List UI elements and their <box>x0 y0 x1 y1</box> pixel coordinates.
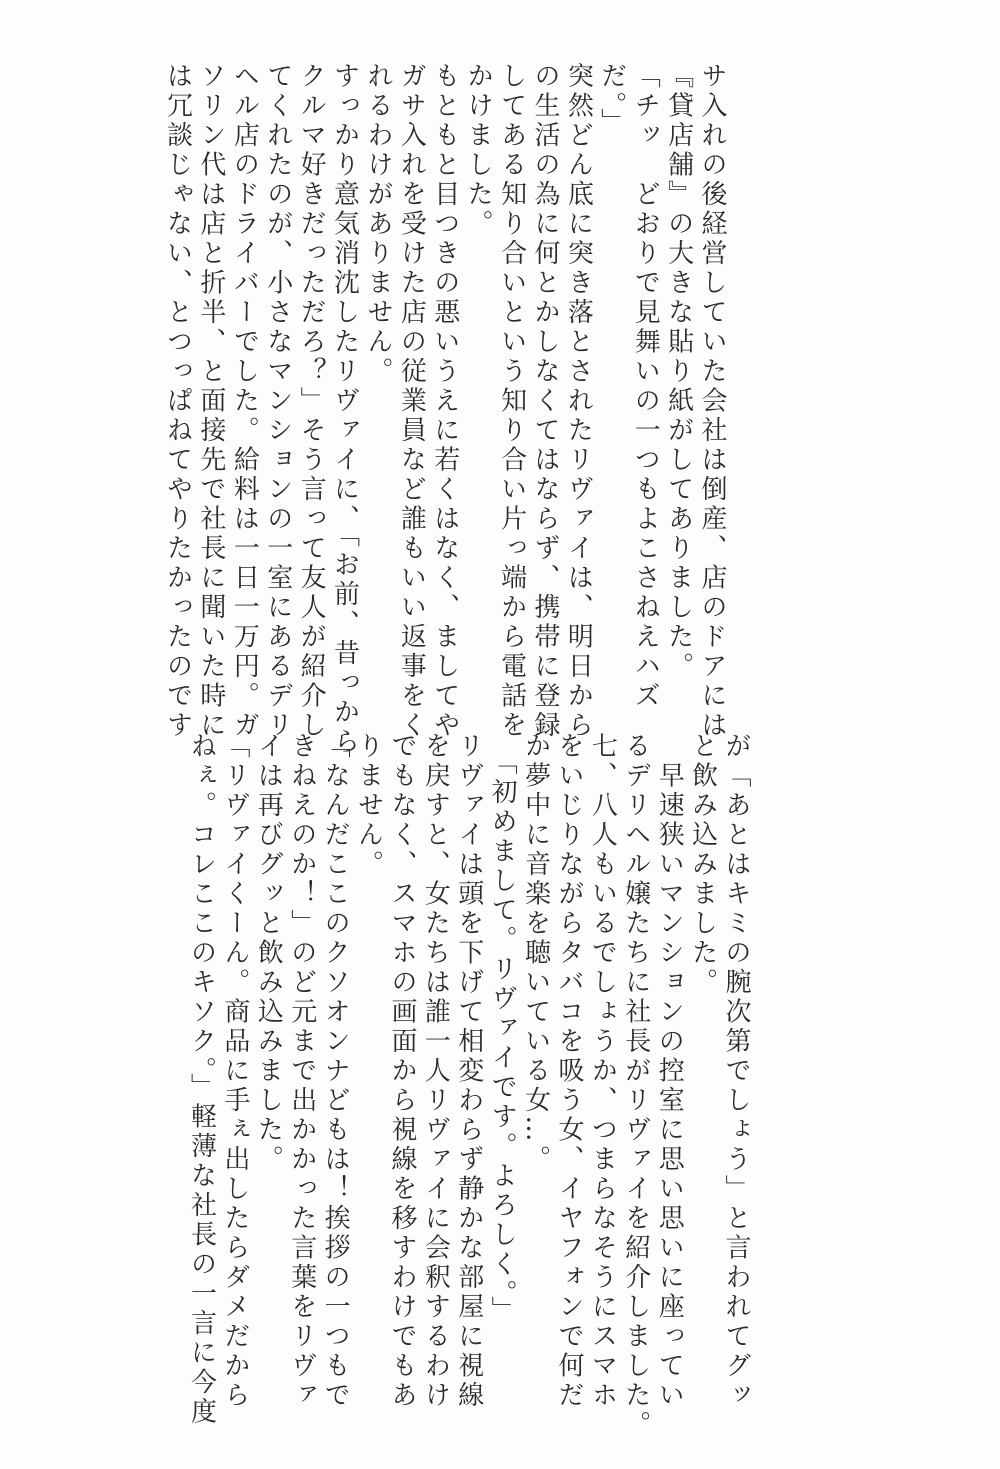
text-line: イは再びグッと飲み込みました。 <box>253 732 284 1175</box>
text-line: か夢中に音楽を聴いている女…。 <box>520 732 551 1175</box>
text-line: ガサ入れを受けた店の従業員など誰もいい返事をく <box>396 62 427 741</box>
text-line: と飲み込みました。 <box>687 732 718 998</box>
text-line: 早速狭いマンションの控室に思い思いに座ってい <box>654 732 685 1411</box>
text-line: 「チッ どおりで見舞いの一つもよこさねえハズ <box>630 62 661 711</box>
text-line: サ入れの後経営していた会社は倒産、店のドアには <box>697 62 727 741</box>
text-line: かけました。 <box>463 62 494 239</box>
upper-text-block <box>160 62 728 757</box>
text-line: ソリン代は店と折半、と面接先で社長に聞いた時に <box>195 62 226 741</box>
text-line: は冗談じゃない、とつっぱねてやりたかったのです <box>162 62 193 741</box>
text-line: ヘル店のドライバーでした。給料は一日一万円。ガ <box>229 62 260 741</box>
text-line: が「あとはキミの腕次第でしょう」と言われてグッ <box>721 732 751 1411</box>
text-line: してある知り合いという知り合い片っ端から電話を <box>496 62 527 741</box>
text-line: をいじりながらタバコを吸う女、イヤフォンで何だ <box>553 732 584 1411</box>
text-line: でもなく、スマホの画面から視線を移すわけでもあ <box>386 732 417 1411</box>
text-line: 七、八人もいるでしょうか、つまらなそうにスマホ <box>587 732 618 1411</box>
text-line: りません。 <box>353 732 384 880</box>
text-line: きねえのか！」のど元まで出かかった言葉をリヴァ <box>286 732 317 1411</box>
text-line: 「なんだここのクソオンナどもは！挨拶の一つもで <box>320 732 351 1411</box>
text-line: の生活の為に何とかしなくてはならず、携帯に登録 <box>529 62 560 741</box>
text-line: るデリヘル嬢たちに社長がリヴァイを紹介しました。 <box>620 732 651 1440</box>
text-line: だ。」 <box>596 62 627 138</box>
lower-text-block <box>184 732 752 1440</box>
text-line: リヴァイは頭を下げて相変わらず静かな部屋に視線 <box>453 732 484 1411</box>
text-line: 突然どん底に突き落とされたリヴァイは、明日から <box>563 62 594 741</box>
text-line: 「リヴァイくーん。商品に手ぇ出したらダメだから <box>219 732 250 1411</box>
text-line: ねぇ。コレここのキソク。」軽薄な社長の一言に今度 <box>186 732 217 1427</box>
text-line: 『貸店舗』の大きな貼り紙がしてありました。 <box>663 62 694 682</box>
text-line: クルマ好きだっただろ？」そう言って友人が紹介し <box>296 62 327 741</box>
text-line: 「初めまして。リヴァイです。よろしく。」 <box>487 732 518 1326</box>
text-line: すっかり意気消沈したリヴァイに、「お前、昔っから <box>329 62 360 757</box>
text-line: れるわけがありません。 <box>362 62 393 387</box>
text-line: てくれたのが、小さなマンションの一室にあるデリ <box>262 62 293 741</box>
text-line: を戻すと、女たちは誰一人リヴァイに会釈するわけ <box>420 732 451 1411</box>
text-line: もともと目つきの悪いうえに若くはなく、ましてや <box>429 62 460 741</box>
